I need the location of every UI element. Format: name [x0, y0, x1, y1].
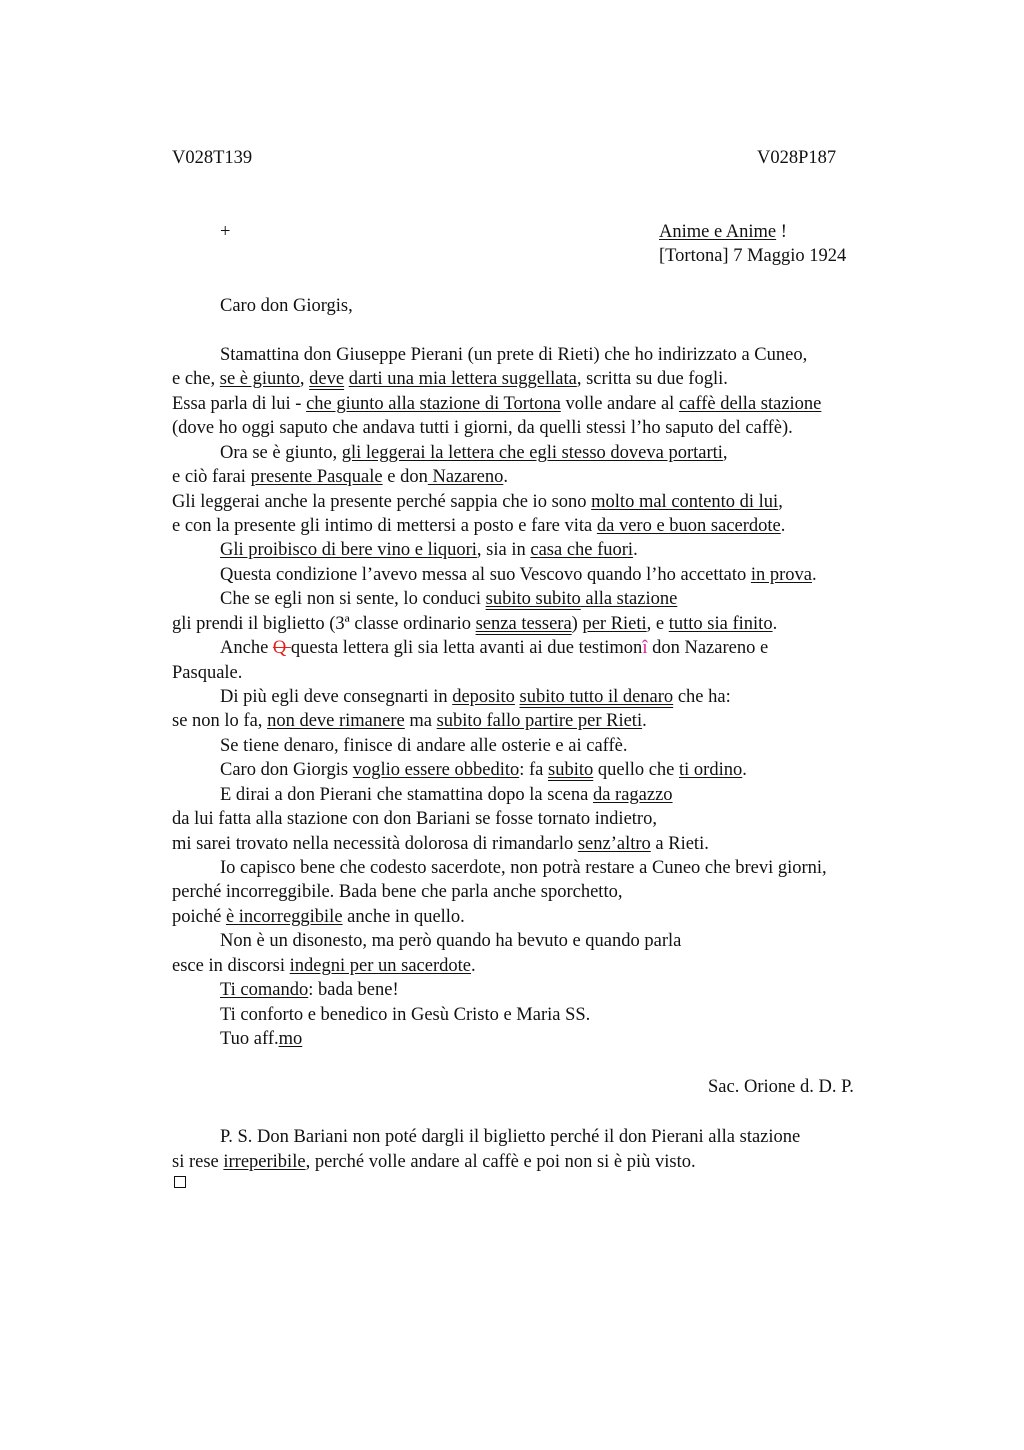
text-run: quello che — [593, 760, 680, 780]
text-run: . — [742, 760, 747, 780]
text-run: se non lo fa, — [172, 711, 268, 731]
underlined-text: molto mal contento di lui — [591, 492, 779, 512]
text-run: Ora se è giunto, — [220, 443, 342, 463]
text-run: , scritta su due fogli. — [576, 369, 728, 389]
text-run: , e — [646, 614, 669, 634]
text-run: , perché volle andare al caffè e poi non si è più visto. — [305, 1152, 696, 1172]
text-run: e con la presente gli intimo di mettersi a posto e fare vita — [172, 516, 597, 536]
body-line — [220, 1003, 590, 1027]
text-run: e che, — [172, 369, 220, 389]
underlined-text: se è giunto — [219, 369, 300, 389]
underlined-text: Ti comando — [220, 980, 309, 1000]
text-run: Stamattina don Giuseppe Pierani (un prete di Rieti) che ho indirizzato a Cuneo, — [220, 345, 808, 365]
underlined-text: Gli proibisco di bere vino e liquori — [220, 540, 477, 560]
underlined-text: Nazareno — [427, 467, 504, 487]
text-run: perché incorreggibile. Bada bene che parla anche sporchetto, — [172, 882, 623, 902]
underlined-text: gli leggerai la lettera che egli stesso doveva portarti — [341, 443, 723, 463]
text-run: . — [503, 467, 508, 487]
underlined-text: senza tessera — [475, 614, 572, 634]
underlined-text: deve — [309, 369, 345, 389]
text-run: che ha: — [673, 687, 731, 707]
text-run: Anche — [220, 638, 273, 658]
underlined-text: mo — [278, 1029, 303, 1049]
text-run: . — [780, 516, 786, 536]
text-run: anche in quello. — [342, 907, 465, 927]
text-run: Tuo aff. — [220, 1029, 279, 1049]
underlined-text: casa che fuori — [530, 540, 634, 560]
text-run: e ciò farai — [172, 467, 251, 487]
text-run: esce in discorsi — [172, 956, 290, 976]
text-run: Se tiene denaro, finisce di andare alle osterie e ai caffè. — [220, 736, 628, 756]
text-run: si rese — [172, 1152, 224, 1172]
text-run: : fa — [519, 760, 548, 780]
text-run: don Nazareno e — [647, 638, 769, 658]
text-run: , — [299, 369, 310, 389]
body-line — [220, 636, 768, 660]
text-run: ) — [571, 614, 583, 634]
text-run: questa lettera gli sia letta avanti ai due testimon — [290, 638, 643, 658]
body-line — [220, 538, 638, 562]
body-line — [220, 587, 677, 611]
underlined-text: subito tutto il denaro — [519, 687, 674, 707]
underlined-text: subito subito — [485, 589, 581, 609]
text-run: . — [633, 540, 638, 560]
text-run: . — [471, 956, 476, 976]
text-run: Non è un disonesto, ma però quando ha bevuto e quando parla — [220, 931, 682, 951]
body-line — [172, 661, 242, 685]
underlined-text: da ragazzo — [592, 785, 673, 805]
underlined-text: che giunto alla stazione di Tortona — [306, 394, 561, 414]
cross-mark: + — [220, 222, 231, 242]
underlined-text: alla stazione — [580, 589, 678, 609]
text-run: a Rieti. — [650, 834, 709, 854]
postscript-line — [172, 1150, 696, 1174]
body-line — [220, 441, 728, 465]
underlined-text: subito fallo partire per Rieti — [436, 711, 643, 731]
body-line — [220, 563, 817, 587]
underlined-text: indegni per un sacerdote — [289, 956, 471, 976]
underlined-text: non deve rimanere — [267, 711, 405, 731]
motto-exclamation: ! — [776, 222, 787, 242]
text-run: da lui fatta alla stazione con don Bariani se fosse tornato indietro, — [172, 809, 657, 829]
body-line — [172, 905, 465, 929]
salutation: Caro don Giorgis, — [220, 296, 353, 316]
text-run: ma — [404, 711, 437, 731]
underlined-text: subito — [548, 760, 594, 780]
underlined-text: da vero e buon sacerdote — [596, 516, 781, 536]
text-run: : bada bene! — [308, 980, 399, 1000]
body-line — [220, 734, 627, 758]
underlined-text: in prova — [750, 565, 812, 585]
underlined-text: senz’altro — [577, 834, 651, 854]
text-run: , sia in — [476, 540, 531, 560]
body-line — [172, 954, 476, 978]
underlined-text: voglio essere obbedito — [352, 760, 520, 780]
header-left-code: V028T139 — [172, 148, 253, 168]
struck-text: Q — [272, 638, 291, 658]
text-run: mi sarei trovato nella necessità dolorosa di rimandarlo — [172, 834, 578, 854]
text-run: . — [772, 614, 778, 634]
text-run: . — [812, 565, 817, 585]
body-line — [220, 343, 807, 367]
body-line — [220, 685, 731, 709]
text-run: E dirai a don Pierani che stamattina dopo la scena — [220, 785, 593, 805]
body-line — [220, 929, 681, 953]
body-line — [172, 612, 777, 636]
underlined-text: irreperibile — [223, 1152, 306, 1172]
body-line — [172, 807, 657, 831]
text-run: . — [642, 711, 647, 731]
underlined-text: ti ordino — [679, 760, 743, 780]
body-line — [172, 709, 647, 733]
text-run: , — [722, 443, 728, 463]
body-line — [220, 783, 673, 807]
body-line — [172, 832, 709, 856]
motto-text: Anime e Anime — [659, 222, 777, 242]
underlined-text: caffè della stazione — [678, 394, 822, 414]
marked-text: î — [642, 638, 648, 658]
body-line — [220, 978, 399, 1002]
underlined-text: per Rieti — [582, 614, 647, 634]
text-run: Di più egli deve consegnarti in — [220, 687, 453, 707]
text-run: P. S. Don Bariani non poté dargli il biglietto perché il don Pierani alla stazione — [220, 1127, 801, 1147]
text-run: volle andare al — [560, 394, 679, 414]
body-line — [172, 367, 728, 391]
place-date: [Tortona] 7 Maggio 1924 — [659, 246, 847, 266]
text-run: e don — [382, 467, 428, 487]
underlined-text: è incorreggibile — [225, 907, 343, 927]
text-run: Pasquale. — [172, 663, 243, 683]
text-run: Gli leggerai anche la presente perché sappia che io sono — [172, 492, 592, 512]
text-run: poiché — [172, 907, 226, 927]
text-run: Questa condizione l’avevo messa al suo Vescovo quando l’ho accettato — [220, 565, 751, 585]
body-line — [172, 416, 793, 440]
body-line — [220, 1027, 302, 1051]
underlined-text: presente Pasquale — [250, 467, 383, 487]
underlined-text: tutto sia finito — [668, 614, 773, 634]
underlined-text: deposito — [452, 687, 515, 707]
motto — [659, 220, 787, 244]
text-run: Essa parla di lui - — [172, 394, 307, 414]
checkbox-square-icon — [174, 1176, 186, 1188]
text-run: Ti conforto e benedico in Gesù Cristo e Maria SS. — [220, 1005, 591, 1025]
body-line — [220, 856, 827, 880]
text-run: Caro don Giorgis — [220, 760, 353, 780]
postscript-line — [220, 1125, 800, 1149]
signature: Sac. Orione d. D. P. — [708, 1077, 854, 1097]
body-line — [172, 514, 785, 538]
text-run: Che se egli non si sente, lo conduci — [220, 589, 486, 609]
body-line — [172, 465, 508, 489]
text-run: , — [778, 492, 783, 512]
body-line — [172, 392, 821, 416]
text-run: (dove ho oggi saputo che andava tutti i giorni, da quelli stessi l’ho saputo del caffè). — [172, 418, 793, 438]
body-line — [172, 880, 622, 904]
text-run: Io capisco bene che codesto sacerdote, non potrà restare a Cuneo che brevi giorni, — [220, 858, 827, 878]
body-line — [220, 758, 747, 782]
text-run: gli prendi il biglietto (3ª classe ordinario — [172, 614, 476, 634]
header-right-code: V028P187 — [757, 148, 837, 168]
body-line — [172, 490, 783, 514]
underlined-text: darti una mia lettera suggellata — [348, 369, 577, 389]
